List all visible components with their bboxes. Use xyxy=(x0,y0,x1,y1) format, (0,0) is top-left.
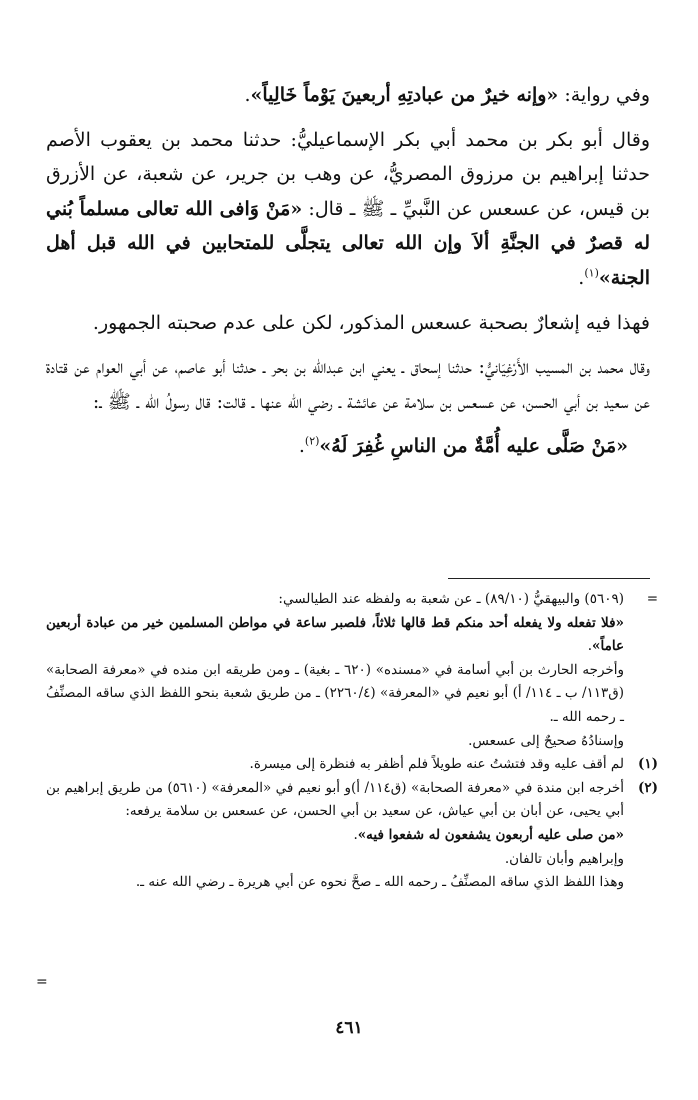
page-number: ٤٦١ xyxy=(335,1018,363,1038)
footnote-1-mark: (١) xyxy=(637,756,658,773)
footnote-2-mark: (٢) xyxy=(637,779,658,796)
paragraph-1-lead: وفي رواية: xyxy=(558,84,650,106)
footnote-continuation-line-3: وأخرجه الحارث بن أبي أسامة في «مسنده» (٦٢٠ ـ بغية) ـ ومن طريقه ابن منده في «معرفة الصحابة» (ق١١٣/ ب ـ ١١٤/ أ) أبو نعيم في «المعرفة» (٢٢٦٠/٤) ـ من طريق شعبة بنحو اللفظ الذي ساقه المصنِّفُ ـ رحمه الله ـ. xyxy=(46,661,625,725)
footnote-continuation-quote xyxy=(46,612,624,659)
footnote-continuation-line-4: وإسنادُهُ صحيحٌ إلى عسعس. xyxy=(468,732,624,749)
footnote-continuation-mark: = xyxy=(646,591,658,607)
footnote-2-quote-text: «من صلى عليه أربعون يشفعون له شفعوا فيه» xyxy=(357,826,624,843)
footnote-2 xyxy=(46,777,658,895)
paragraph-1 xyxy=(46,78,650,113)
footnote-continuation-quote-text: «فلا تفعله ولا يفعله أحد منكم قط قالها ثلاثاً، فلصبر ساعة في مواطن المسلمين خير من عبادة أربعين عاماً» xyxy=(46,614,624,655)
paragraph-5-tail: . xyxy=(298,435,305,458)
paragraph-2 xyxy=(46,123,650,296)
hadith-quote-3: «مَنْ صَلَّى عليه أُمَّةٌ من الناسِ غُفِرَ لَهُ» xyxy=(319,435,628,458)
paragraph-2-tail: . xyxy=(578,266,585,289)
hadith-quote-1: «وإنه خيرٌ من عبادتِهِ أربعينَ يَوْماً خَالِياً» xyxy=(250,84,559,106)
paragraph-3 xyxy=(46,306,650,341)
main-text xyxy=(46,78,650,464)
footnote-2-line-3: وإبراهيم وأبان تالفان. xyxy=(504,850,624,867)
footnote-continuation xyxy=(46,588,658,753)
footnote-2-line-1: أخرجه ابن مندة في «معرفة الصحابة» (ق١١٤/ أ)و أبو نعيم في «المعرفة» (٥٦١٠) من طريق إبراهيم بن أبي يحيى، عن أبان بن أبي عياش، عن سعيد بن أبي الحسن، عن عسعس بن سلامة يرفعه: xyxy=(46,779,624,820)
footnotes xyxy=(46,588,658,895)
footnote-2-quote-tail: . xyxy=(353,826,358,843)
paragraph-5 xyxy=(46,429,650,464)
footnote-ref-2[interactable]: (٢) xyxy=(304,435,320,449)
continuation-mark: = xyxy=(36,974,48,990)
footnote-ref-1[interactable]: (١) xyxy=(584,266,599,280)
paragraph-4 xyxy=(46,350,650,419)
footnote-divider xyxy=(448,578,650,579)
footnote-1-text: لم أقف عليه وقد فتشتُ عنه طويلاً فلم أظفر به فنظرة إلى ميسرة. xyxy=(249,756,624,773)
paragraph-3-text: فهذا فيه إشعارٌ بصحبة عسعس المذكور، لكن على عدم صحبته الجمهور. xyxy=(92,311,650,334)
footnote-2-line-4: وهذا اللفظ الذي ساقه المصنِّفُ ـ رحمه الله ـ صحَّ نحوه عن أبي هريرة ـ رضي الله عنه ـ. xyxy=(135,874,624,891)
footnote-2-quote xyxy=(46,824,624,848)
hadith-quote-2: «مَنْ وَافى الله تعالى مسلماً بُني له قصرٌ في الجنَّةِ ألاَ وإن الله تعالى يتجلَّى للمتحابين في الله قبل أهل الجنة» xyxy=(46,197,650,289)
footnote-continuation-quote-tail: . xyxy=(587,638,593,655)
footnote-1 xyxy=(46,753,658,777)
paragraph-4-text: وقال محمد بن المسيب الأَرْغِيَانيُّ: حدثنا إسحاق ـ يعني ابن عبدالله بن بحر ـ حدثنا أبو عاصم، عن أبي العوام عن قتادة عن سعيد بن أبي الحسن، عن عسعس بن سلامة عن عائشة ـ رضي الله عنها ـ قالت: قال رسولُ الله ـ ﷺ ـ: xyxy=(46,356,650,413)
paragraph-1-tail: . xyxy=(244,84,251,106)
footnote-continuation-line-1: (٥٦٠٩) والبيهقيُّ (٨٩/١٠) ـ عن شعبة به ولفظه عند الطيالسي: xyxy=(278,591,624,607)
paragraph-2-text: وقال أبو بكر بن محمد أبي بكر الإسماعيليُّ: حدثنا محمد بن يعقوب الأصم حدثنا إبراهيم بن مرزوق المصريُّ، عن وهب بن جرير، عن شعبة، عن الأزرق بن قيس، عن عسعس عن النَّبيِّ ـ ﷺ ـ قال: xyxy=(46,128,650,220)
